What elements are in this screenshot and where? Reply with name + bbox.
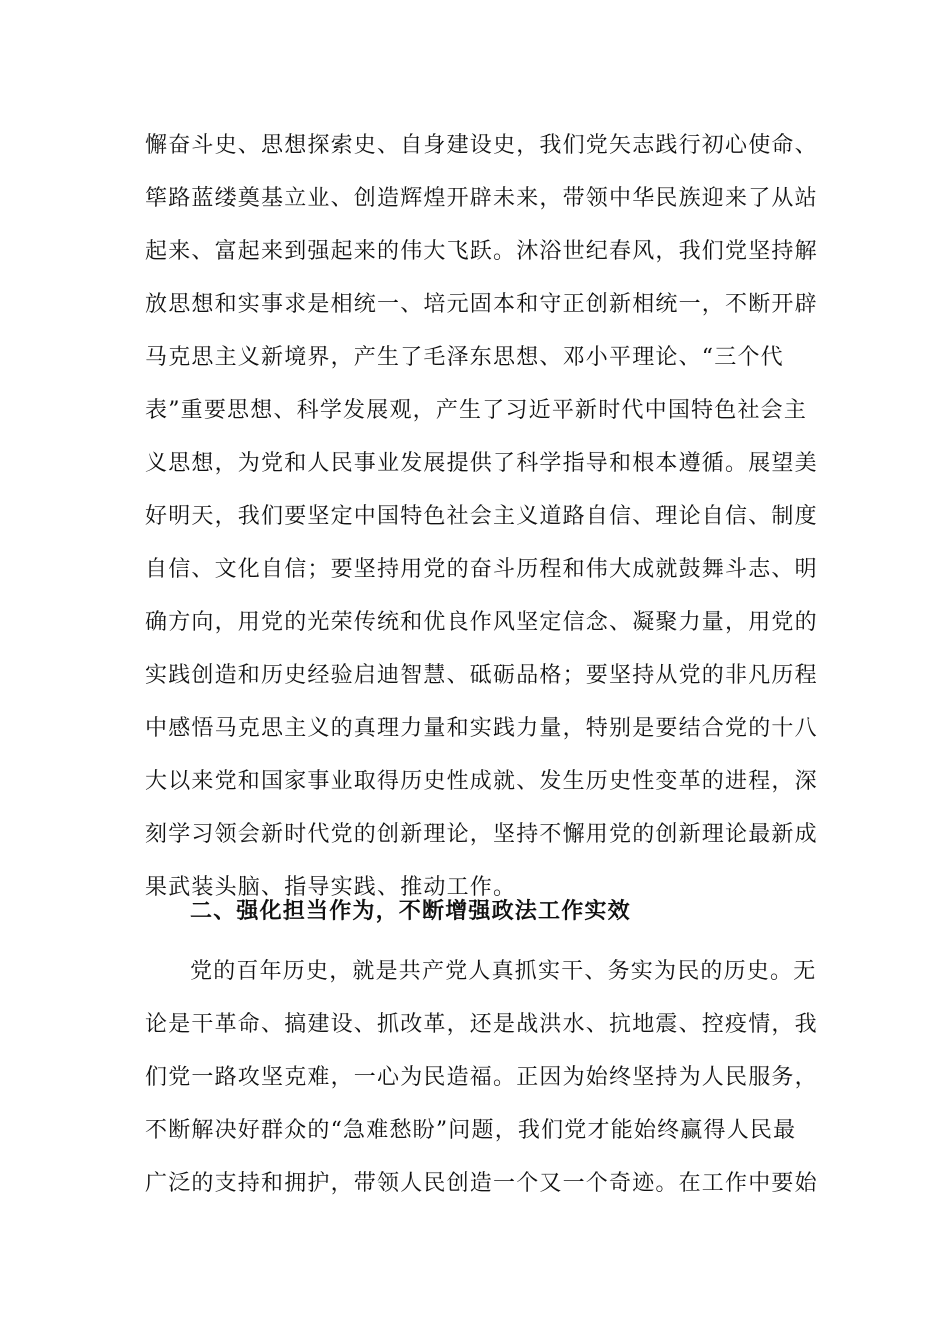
paragraph-line: 大以来党和国家事业取得历史性成就、发生历史性变革的进程，深 xyxy=(145,769,818,794)
paragraph-line: 表”重要思想、科学发展观，产生了习近平新时代中国特色社会主 xyxy=(145,398,808,423)
paragraph-line: 马克思主义新境界，产生了毛泽东思想、邓小平理论、“三个代 xyxy=(145,345,784,370)
paragraph-line: 筚路蓝缕奠基立业、创造辉煌开辟未来，带领中华民族迎来了从站 xyxy=(145,186,818,211)
paragraph-line: 实践创造和历史经验启迪智慧、砥砺品格；要坚持从党的非凡历程 xyxy=(145,663,818,688)
paragraph-line: 广泛的支持和拥护，带领人民创造一个又一个奇迹。在工作中要始 xyxy=(145,1171,818,1196)
paragraph-line: 不断解决好群众的“急难愁盼”问题，我们党才能始终赢得人民最 xyxy=(145,1118,797,1143)
paragraph-line: 们党一路攻坚克难，一心为民造福。正因为始终坚持为人民服务， xyxy=(145,1065,818,1090)
paragraph-line: 自信、文化自信；要坚持用党的奋斗历程和伟大成就鼓舞斗志、明 xyxy=(145,557,818,582)
paragraph-line: 果武装头脑、指导实践、推动工作。 xyxy=(145,875,517,900)
paragraph-line: 刻学习领会新时代党的创新理论，坚持不懈用党的创新理论最新成 xyxy=(145,822,818,847)
paragraph-line: 懈奋斗史、思想探索史、自身建设史，我们党矢志践行初心使命、 xyxy=(145,133,818,158)
paragraph-line: 放思想和实事求是相统一、培元固本和守正创新相统一，不断开辟 xyxy=(145,292,818,317)
paragraph-line: 义思想，为党和人民事业发展提供了科学指导和根本遵循。展望美 xyxy=(145,451,818,476)
paragraph-line: 论是干革命、搞建设、抓改革，还是战洪水、抗地震、控疫情，我 xyxy=(145,1012,818,1037)
paragraph-line: 党的百年历史，就是共产党人真抓实干、务实为民的历史。无 xyxy=(190,959,817,984)
paragraph-line: 确方向，用党的光荣传统和优良作风坚定信念、凝聚力量，用党的 xyxy=(145,610,818,635)
paragraph-line: 好明天，我们要坚定中国特色社会主义道路自信、理论自信、制度 xyxy=(145,504,818,529)
paragraph-line: 中感悟马克思主义的真理力量和实践力量，特别是要结合党的十八 xyxy=(145,716,818,741)
section-heading: 二、强化担当作为，不断增强政法工作实效 xyxy=(190,899,631,924)
paragraph-line: 起来、富起来到强起来的伟大飞跃。沐浴世纪春风，我们党坚持解 xyxy=(145,239,818,264)
